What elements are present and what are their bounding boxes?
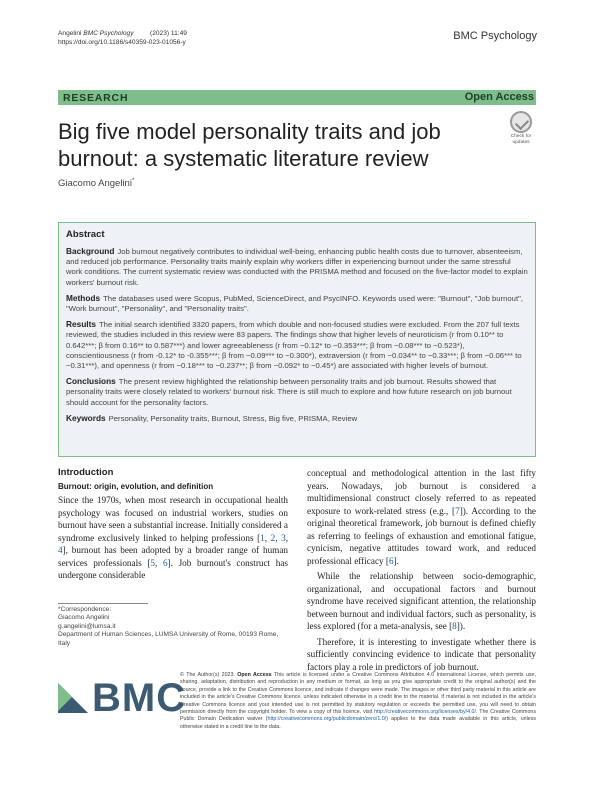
- citation-link[interactable]: 6: [388, 555, 394, 566]
- correspondence-email[interactable]: g.angelini@lumsa.it: [58, 622, 116, 630]
- journal-name: BMC Psychology: [83, 30, 134, 37]
- body-right-column: [307, 467, 536, 673]
- body-paragraph: While the relationship between socio-demographic, organizational, and occupational factors and burnout syndrome have received significant attention, the relationship between burnout and individual factors, such as personality, is less explored (for a meta-analysis, see [8]).: [307, 571, 536, 631]
- citation-link[interactable]: 4: [58, 545, 63, 555]
- author-line: [58, 178, 134, 189]
- section-band: [58, 90, 536, 105]
- citation-link[interactable]: 7: [455, 505, 460, 516]
- bmc-wordmark: BMC: [92, 676, 187, 720]
- citation-link[interactable]: 8: [452, 621, 457, 631]
- abstract-results: Results The initial search identified 3320 papers, from which double and non-focused studies were excluded. From the 207 full texts reviewed, the studies included in this review were 83 papers. The findings show that higher levels of neuroticism (r from 0.10** to 0.642***; β from 0.16** to 0.587***) and lower agreeableness (r from −0.12* to −0.353***; β from −0.08*** to −0.523*), conscientiousness (r from -0.12* to -0.355***; β from −0.09*** to −0.300*), extraversion (r from −0.034** to −0.33***; β from −0.06*** to −0.31***), and openness (r from −0.18*** to −0.237**; β from −0.092* to −0.45*) are associated with higher levels of burnout.: [66, 319, 522, 371]
- introduction-heading: Introduction: [58, 467, 114, 478]
- open-access-label: Open Access: [237, 672, 272, 678]
- open-access-label: Open Access: [464, 91, 534, 103]
- check-for-updates-label: Check for updates: [510, 134, 532, 145]
- abstract-methods: Methods The databases used were Scopus, PubMed, ScienceDirect, and PsycINFO. Keywords used were: "Burnout", "Job burnout", "Work burnout", "Personality", and "Personality traits".: [66, 292, 523, 314]
- citation-link[interactable]: 2: [270, 532, 276, 543]
- abstract-conclusions: Conclusions The present review highlighted the relationship between personality traits and job burnout. Results showed that personality traits were closely related to workers' burnout risk. There is still much to explore and how future research on job burnout should account for the personality factors.: [66, 376, 512, 407]
- correspondence-affiliation: Department of Human Sciences, LUMSA University of Rome, 00193 Rome, Italy: [58, 631, 279, 647]
- article-title: Big five model personality traits and job burnout: a systematic literature review: [58, 119, 441, 171]
- license-notice: © The Author(s) 2023. Open Access This article is licensed under a Creative Commons Attribution 4.0 International License, which permits use, sharing, adaptation, distribution and reproduction in any medium or format, as long as you give appropriate credit to the original author(s) and the source, provide a link to the Creative Commons licence, and indicate if changes were made. The images or other third party material in this article are included in the article's Creative Commons licence, unless indicated otherwise in a credit line to the material. If material is not included in the article's Creative Commons licence and your intended use is not permitted by statutory regulation or exceeds the permitted use, you will need to obtain permission directly from the copyright holder. To view a copy of this licence, visit http://creativecommons.org/licenses/by/4.0/. The Creative Commons Public Domain Dedication waiver (http://creativecommons.org/publicdomain/zero/1.0/) applies to the data made available in this article, unless otherwise stated in a credit line to the data.: [180, 672, 537, 730]
- running-header: [58, 29, 187, 47]
- section-label: RESEARCH: [63, 92, 129, 104]
- intro-paragraph: Since the 1970s, when most research in occupational health psychology was focused on industrial workers, studies on burnout have seen a substantial increase. Initially considered a syndrome exclusively linked to helping professions [1, 2, 3, 4], burnout has been adopted by a broader range of human services professionals [5, 6]. Job burnout's construct has undergone considerable: [58, 495, 289, 580]
- author-name: Giacomo Angelini: [58, 178, 132, 190]
- journal-title: BMC Psychology: [453, 30, 537, 42]
- body-left-column: [58, 467, 288, 582]
- check-for-updates-badge[interactable]: [505, 111, 537, 145]
- waiver-link[interactable]: http://creativecommons.org/publicdomain/zero/1.0/: [267, 716, 387, 723]
- correspondence-label: *Correspondence:: [58, 606, 112, 613]
- abstract-heading: Abstract: [66, 229, 105, 240]
- publisher-logo: [58, 676, 186, 720]
- license-link[interactable]: http://creativecommons.org/licenses/by/4.0/: [374, 709, 476, 716]
- abstract-background: Background Job burnout negatively contributes to individual well-being, enhancing public health costs due to turnover, absenteeism, and reduced job performance. Personality traits mainly explain why workers differ in experiencing burnout under the same stressful work conditions. The current systematic review was conducted with the PRISMA method and focused on the five-factor model to explain workers' burnout risk.: [66, 246, 528, 287]
- citation-link[interactable]: 3: [281, 532, 286, 543]
- body-paragraph: conceptual and methodological attention in the last fifty years. Nowadays, job burnout is considered a multidimensional construct closely referred to as repeated exposure to work-related stress (e.g., [7]). According to the original theoretical framework, job burnout is defined chiefly as referring to feelings of exhaustion and emotional fatigue, cynicism, negative attitudes toward work, and reduced professional efficacy [6].: [307, 468, 536, 566]
- correspondence-note: [58, 606, 288, 648]
- abstract-keywords: Keywords Personality, Personality traits, Burnout, Stress, Big five, PRISMA, Review: [66, 412, 358, 423]
- correspondence-name: Giacomo Angelini: [58, 614, 110, 622]
- citation-link[interactable]: 6: [162, 557, 168, 568]
- subsection-heading: Burnout: origin, evolution, and definition: [58, 481, 214, 491]
- citation-line: Angelini BMC Psychology (2023) 11:49: [58, 30, 187, 37]
- citation-link[interactable]: 5: [150, 557, 156, 568]
- bmc-logo-icon: [58, 683, 88, 713]
- citation-link[interactable]: 1: [260, 532, 265, 543]
- doi-link[interactable]: https://doi.org/10.1186/s40359-023-01056-y: [58, 39, 186, 46]
- footnote-rule: [58, 603, 148, 604]
- author-mark: *: [131, 178, 135, 184]
- abstract-box: [58, 222, 536, 457]
- check-for-updates-icon: [510, 111, 532, 133]
- body-paragraph: Therefore, it is interesting to investigate whether there is sufficiently convincing evidence to indicate that personality factors play a role in predictors of job burnout.: [307, 636, 536, 672]
